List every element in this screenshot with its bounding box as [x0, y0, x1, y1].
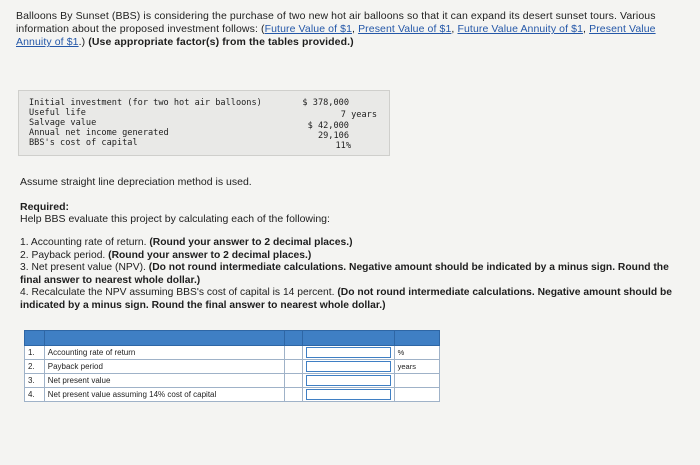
row-unit: years [394, 360, 439, 374]
requirement-main: 1. Accounting rate of return. [20, 237, 150, 248]
info-label: Annual net income generated [29, 128, 169, 138]
info-value: 7 years [340, 110, 377, 120]
row-label: Net present value assuming 14% cost of capital [44, 388, 285, 402]
row-number: 2. [25, 360, 45, 374]
row-number: 3. [25, 374, 45, 388]
intro-text-end: .) [78, 36, 89, 48]
row-label: Net present value [44, 374, 285, 388]
requirement-item [20, 237, 680, 250]
requirement-main: 3. Net present value (NPV). [20, 262, 149, 273]
row-label: Payback period [44, 360, 285, 374]
requirement-note: (Round your answer to 2 decimal places.) [108, 249, 312, 261]
answer-cell [302, 374, 394, 388]
header-cell [25, 331, 45, 346]
answer-cell [302, 360, 394, 374]
table-row [25, 346, 440, 360]
row-unit [394, 388, 439, 402]
answer-table-header [25, 331, 440, 346]
requirement-item [20, 287, 680, 312]
header-cell [394, 331, 439, 346]
info-label: Initial investment (for two hot air balloons) [29, 98, 262, 108]
info-label: Salvage value [29, 118, 97, 128]
accounting-rate-of-return-input[interactable] [306, 347, 391, 358]
intro-instruction: (Use appropriate factor(s) from the tables provided.) [88, 36, 354, 48]
net-present-value-input[interactable] [306, 375, 391, 386]
intro-separator: , [352, 23, 359, 35]
info-label: Useful life [29, 108, 86, 118]
row-unit [394, 374, 439, 388]
info-label: BBS's cost of capital [29, 138, 138, 148]
row-number: 1. [25, 346, 45, 360]
row-number: 4. [25, 388, 45, 402]
payback-period-input[interactable] [306, 361, 391, 372]
header-cell [44, 331, 285, 346]
answer-table [24, 330, 440, 402]
requirement-note: (Round your answer to 2 decimal places.) [149, 237, 353, 248]
header-cell [302, 331, 394, 346]
requirement-main: 2. Payback period. [20, 249, 109, 261]
requirement-main: 4. Recalculate the NPV assuming BBS's cost of capital is 14 percent. [20, 287, 338, 298]
answer-cell [302, 388, 394, 402]
requirement-item [20, 250, 680, 263]
requirements-list [20, 237, 680, 312]
info-value: 11% [335, 141, 351, 151]
intro-separator: , [451, 23, 458, 35]
link-future-value-annuity-1[interactable]: Future Value Annuity of $1 [457, 23, 584, 35]
problem-intro [16, 10, 686, 49]
intro-text: Balloons By Sunset (BBS) is considering the purchase of two new hot air balloons so that it can expand its desert sunset tours. Various information about the proposed investment follows: ( [16, 10, 656, 35]
npv-14-percent-input[interactable] [306, 389, 391, 400]
info-value: 29,106 [317, 131, 349, 141]
row-label: Accounting rate of return [44, 346, 285, 360]
table-row [25, 374, 440, 388]
header-cell [285, 331, 302, 346]
assumption-text: Assume straight line depreciation method is used. [20, 176, 252, 188]
answer-cell [302, 346, 394, 360]
intro-separator: , [583, 23, 590, 35]
row-gap [285, 374, 302, 388]
link-present-value-1[interactable]: Present Value of $1 [358, 23, 452, 35]
row-gap [285, 388, 302, 402]
row-gap [285, 360, 302, 374]
required-text: Help BBS evaluate this project by calculating each of the following: [20, 213, 330, 225]
requirement-item [20, 262, 680, 287]
investment-info-box [18, 90, 390, 156]
required-heading: Required: [20, 201, 70, 213]
table-row [25, 360, 440, 374]
requirement-note: (Do not round intermediate calculations. Negative amount should be indicated by a minus sign. Round the final answer to nearest whole dollar.) [20, 287, 673, 311]
link-future-value-1[interactable]: Future Value of $1 [264, 23, 353, 35]
info-value: $ 378,000 [302, 98, 349, 108]
link-present-value-annuity-1[interactable]: Present Value Annuity of $1 [16, 23, 656, 48]
row-gap [285, 346, 302, 360]
info-value: $ 42,000 [307, 121, 349, 131]
table-row [25, 388, 440, 402]
row-unit: % [394, 346, 439, 360]
requirement-note: (Do not round intermediate calculations. Negative amount should be indicated by a minus sign. Round the final answer to nearest whole dollar.) [20, 262, 669, 286]
